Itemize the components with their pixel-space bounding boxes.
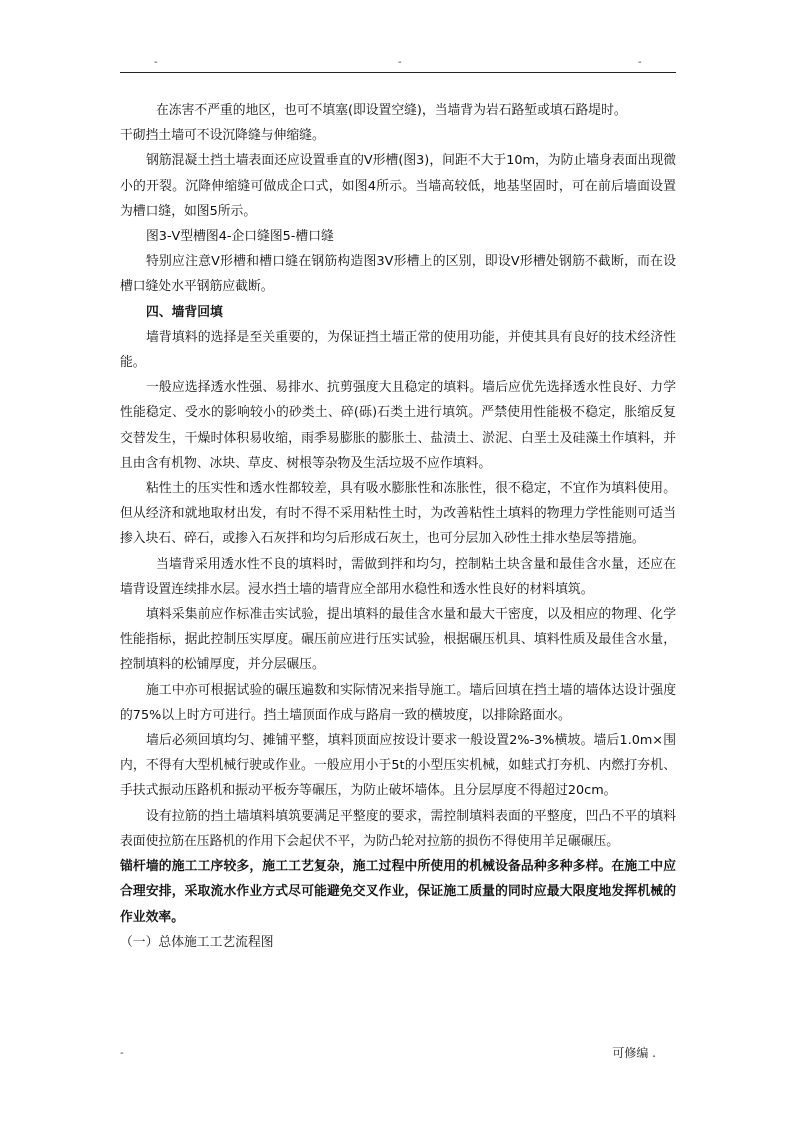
page-footer [120,1048,676,1062]
paragraph-clay: 粘性土的压实性和透水性都较差，具有吸水膨胀性和冻胀性，很不稳定，不宜作为填料使用。但从经济和就地取材出发，有时不得不采用粘性土时，为改善粘性土填料的物理力学性能则可适当掺入块石、碎石，或掺入石灰拌和均匀后形成石灰土，也可分层加入砂性土排水垫层等措施。 [120,481,676,547]
page-header [120,58,676,73]
header-mark-left: - [154,57,158,68]
figure-caption: 图3-V型槽图4-企口缝图5-槽口缝 [146,229,334,245]
header-mark-right: - [638,57,642,68]
paragraph-backfill-slope: 墙后必须回填均匀、摊铺平整，填料顶面应按设计要求一般设置2%-3%横坡。墙后1.0m×围内，不得有大型机械行驶或作业。一般应用小于5t的小型压实机械，如蛙式打夯机、内燃打夯机、手扶式振动压路机和振动平板夯等碾压，为防止破坏墙体。且分层厚度不得超过20cm。 [120,733,676,799]
paragraph-anchor-wall: 锚杆墙的施工工序较多，施工工艺复杂，施工过程中所使用的机械设备品种多种多样。在施工中应合理安排，采取流水作业方式尽可能避免交叉作业，保证施工质量的同时应最大限度地发挥机械的作业效率。 [120,859,676,925]
document-body [120,98,676,955]
footer-note: 可修编 . [612,1046,656,1060]
paragraph-drainage: 当墙背采用透水性不良的填料时，需做到拌和均匀，控制粘土块含量和最佳含水量，还应在墙背设置连续排水层。浸水挡土墙的墙背应全部用水稳性和透水性良好的材料填筑。 [120,556,676,597]
paragraph-v-groove: 钢筋混凝土挡土墙表面还应设置垂直的V形槽(图3)，间距不大于10m，为防止墙身表面出现微小的开裂。沉降伸缩缝可做成企口式，如图4所示。当墙高较低，地基坚固时，可在前后墙面设置为槽口缝，如图5所示。 [120,153,676,219]
paragraph-construction: 施工中亦可根据试验的碾压遍数和实际情况来指导施工。墙后回填在挡土墙的墙体达设计强度的75%以上时方可进行。挡土墙顶面作成与路肩一致的横坡度，以排除路面水。 [120,682,676,723]
subheading-flowchart: （一）总体施工工艺流程图 [120,934,274,950]
paragraph-frost: 在冻害不严重的地区，也可不填塞(即设置空缝)，当墙背为岩石路堑或填石路堤时。 [156,103,627,118]
paragraph-fill-selection: 墙背填料的选择是至关重要的，为保证挡土墙正常的使用功能，并使其具有良好的技术经济性能。 [120,329,676,371]
paragraph-reinforced-wall: 设有拉筋的挡土墙填料填筑要满足平整度的要求，需控制填料表面的平整度，凹凸不平的填料表面使拉筋在压路机的作用下会起伏不平，为防凸轮对拉筋的损伤不得使用羊足碾碾压。 [120,808,676,849]
footer-mark: - [120,1048,124,1059]
section-heading-backfill: 四、墙背回填 [146,304,223,320]
paragraph-dry-masonry: 干砌挡土墙可不设沉降缝与伸缩缝。 [120,128,325,144]
paragraph-fill-types: 一般应选择透水性强、易排水、抗剪强度大且稳定的填料。墙后应优先选择透水性良好、力学性能稳定、受水的影响较小的砂类土、碎(砾)石类土进行填筑。严禁使用性能极不稳定，胀缩反复交替发生，干燥时体积易收缩，雨季易膨胀的膨胀土、盐渍土、淤泥、白垩土及硅藻土作填料，并且由含有机物、冰块、草皮、树根等杂物及生活垃圾不应作填料。 [120,380,676,471]
paragraph-attention: 特别应注意V形槽和槽口缝在钢筋构造图3V形槽上的区别，即设V形槽处钢筋不截断，而在设槽口缝处水平钢筋应截断。 [120,254,676,295]
paragraph-compaction-test: 填料采集前应作标准击实试验，提出填料的最佳含水量和最大干密度，以及相应的物理、化学性能指标，据此控制压实厚度。碾压前应进行压实试验，根据碾压机具、填料性质及最佳含水量，控制填料的松铺厚度，并分层碾压。 [120,607,676,673]
header-mark-center: - [398,57,402,68]
